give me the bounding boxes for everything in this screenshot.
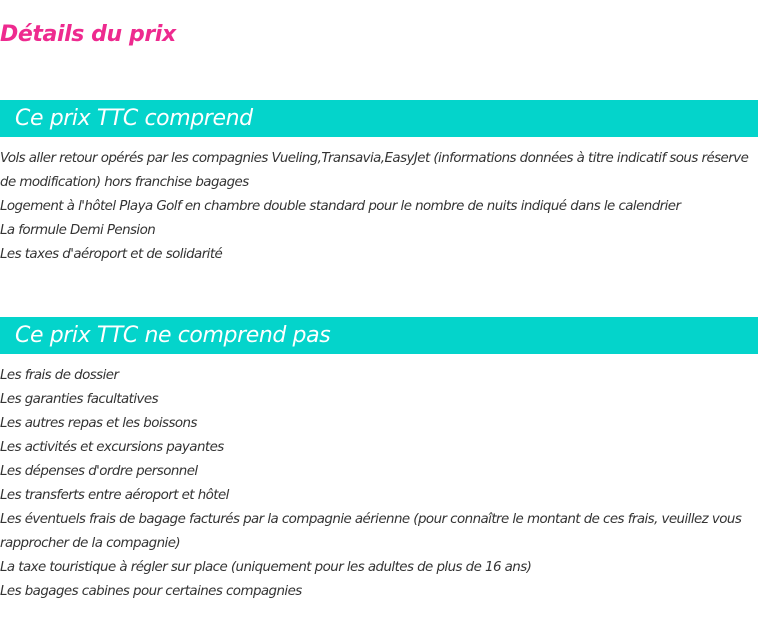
excluded-item: Les garanties facultatives xyxy=(0,392,159,407)
excluded-item: La taxe touristique à régler sur place (uniquement pour les adultes de plus de 16 ans) xyxy=(0,560,532,575)
included-item: Vols aller retour opérés par les compagnies Vueling,Transavia,EasyJet (informations données à titre indicatif sous réserve de modification) hors franchise bagages xyxy=(0,151,749,190)
page-title: Détails du prix xyxy=(0,22,176,47)
included-section-title: Ce prix TTC comprend xyxy=(15,106,253,131)
included-item: Logement à l'hôtel Playa Golf en chambre double standard pour le nombre de nuits indiqué dans le calendrier xyxy=(0,199,681,214)
included-item: La formule Demi Pension xyxy=(0,223,156,238)
excluded-section-title: Ce prix TTC ne comprend pas xyxy=(15,323,331,348)
included-section-header xyxy=(0,100,758,137)
included-item: Les taxes d'aéroport et de solidarité xyxy=(0,247,223,262)
excluded-item: Les frais de dossier xyxy=(0,368,119,383)
excluded-item: Les activités et excursions payantes xyxy=(0,440,224,455)
excluded-item: Les éventuels frais de bagage facturés par la compagnie aérienne (pour connaître le montant de ces frais, veuillez vous rapprocher de la compagnie) xyxy=(0,512,742,551)
included-items-list xyxy=(0,147,750,267)
excluded-item: Les transferts entre aéroport et hôtel xyxy=(0,488,229,503)
excluded-items-list xyxy=(0,364,750,604)
excluded-section-header xyxy=(0,317,758,354)
excluded-item: Les autres repas et les boissons xyxy=(0,416,197,431)
excluded-item: Les dépenses d'ordre personnel xyxy=(0,464,198,479)
excluded-item: Les bagages cabines pour certaines compagnies xyxy=(0,584,302,599)
